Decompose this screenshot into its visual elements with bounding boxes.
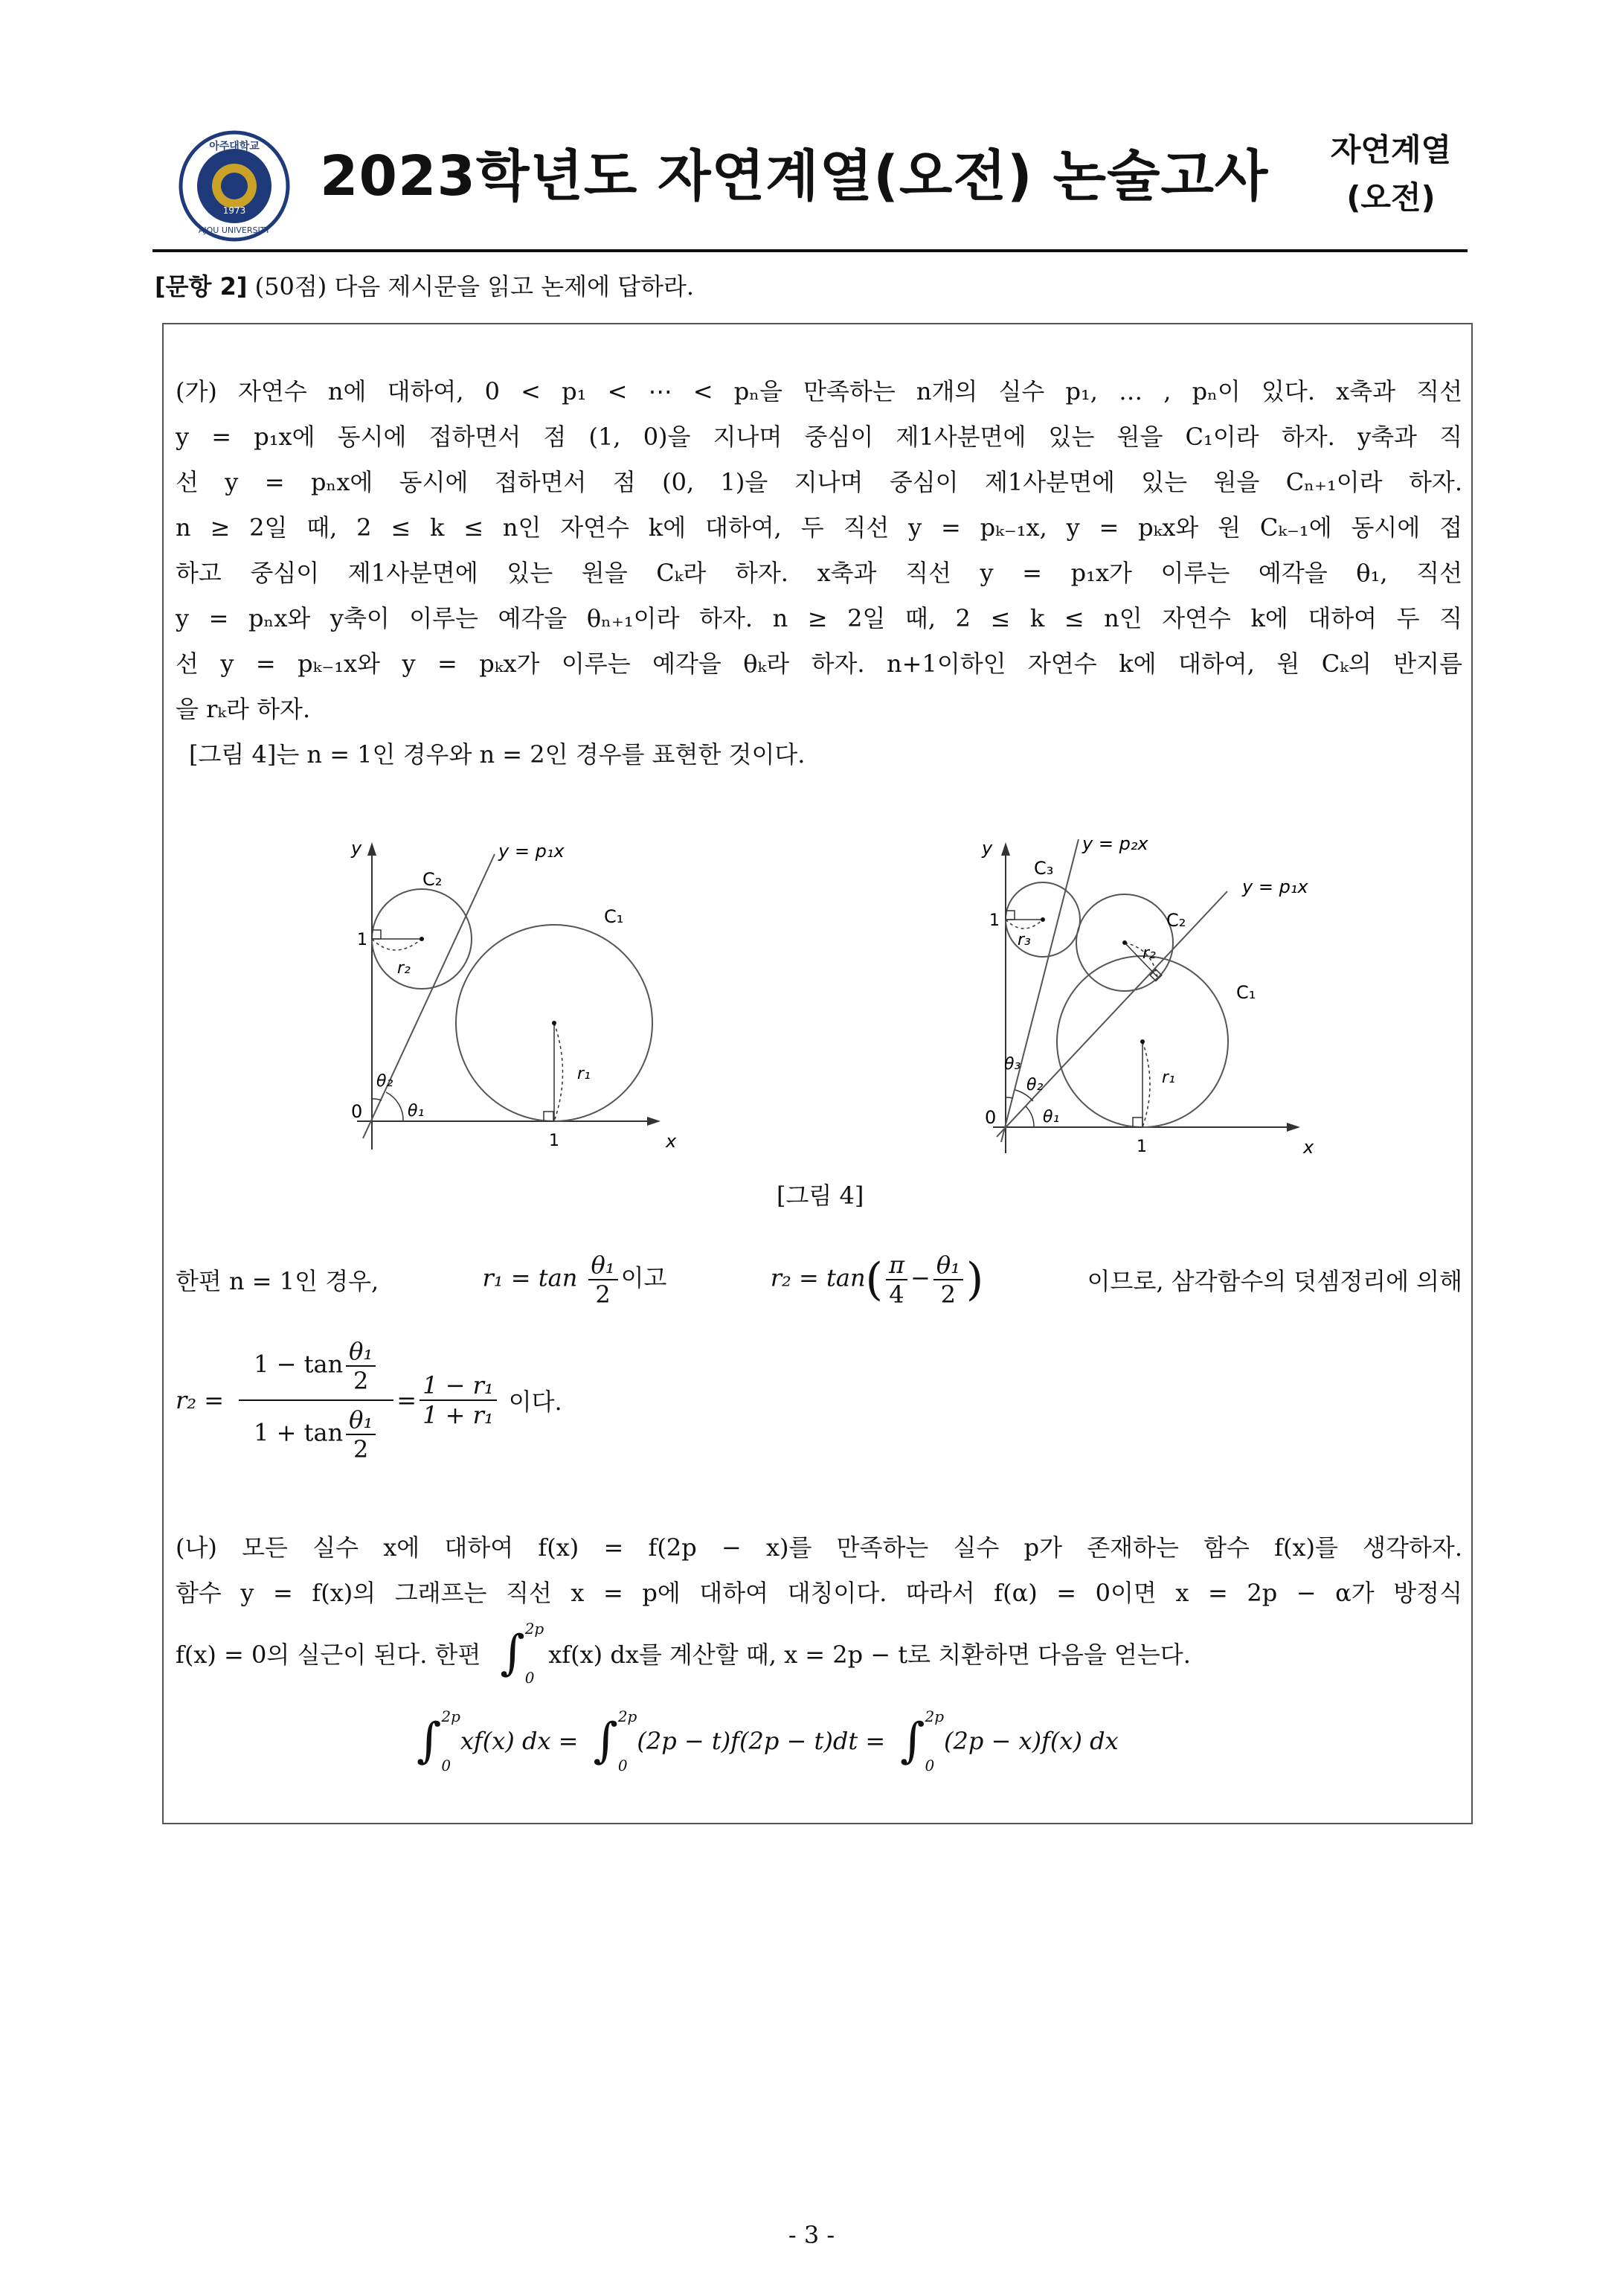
passage-ga-line: n ≥ 2일 때, 2 ≤ k ≤ n인 자연수 k에 대하여, 두 직선 y = pₖ₋₁x, y = pₖx와 원 Cₖ₋₁에 동시에 접 (176, 513, 1462, 542)
passage-ga-line: 선 y = pₖ₋₁x와 y = pₖx가 이루는 예각을 θₖ라 하자. n+1이하인 자연수 k에 대하여, 원 Cₖ의 반지름 (176, 650, 1462, 678)
formula-line2 (176, 1326, 562, 1475)
eq-part3: (2p − x)f(x) dx (944, 1727, 1119, 1755)
radius-r2-brace (372, 939, 422, 950)
center-c2 (1122, 940, 1127, 945)
frac-num: 1 − r₁ (420, 1371, 497, 1401)
theta2-label: θ₂ (376, 1072, 393, 1091)
passage-ga-line: 하고 중심이 제1사분면에 있는 원을 Cₖ라 하자. x축과 직선 y = p₁x가 이루는 예각을 θ₁, 직선 (176, 559, 1462, 587)
radius-r1-brace (1142, 1042, 1150, 1127)
den-expr: 1 + tan (254, 1418, 344, 1447)
y-axis-arrow-icon (367, 842, 376, 856)
angle-theta1-arc (386, 1092, 403, 1121)
theta3-label: θ₃ (1004, 1055, 1021, 1074)
page-number: - 3 - (788, 2221, 835, 2249)
integral-upper: 2p (617, 1707, 637, 1725)
formula-mid: 이고 (620, 1263, 667, 1292)
fraction (933, 1251, 963, 1309)
x-axis-arrow-icon (1287, 1123, 1300, 1132)
integral-lower: 0 (617, 1757, 628, 1774)
r1-label: r₁ (1162, 1068, 1175, 1087)
fraction (346, 1337, 376, 1395)
r1-lhs: r₁ = tan (482, 1263, 578, 1292)
passage-na-line3 (176, 1616, 1191, 1690)
frac-den: 4 (889, 1280, 904, 1309)
badge-line1: 자연계열 (1330, 132, 1452, 168)
line-label: y = p₁x (498, 841, 565, 862)
angle-theta1-arc (1026, 1106, 1034, 1127)
university-logo (179, 130, 290, 242)
integral-upper: 2p (925, 1707, 945, 1725)
integral-sign: ∫ (500, 1626, 525, 1681)
line-y-p2x (1001, 839, 1079, 1142)
integral-lower: 0 (925, 1757, 935, 1774)
integral-lower: 0 (441, 1757, 451, 1774)
integral-sign: ∫ (900, 1713, 925, 1769)
y-axis-arrow-icon (1001, 842, 1010, 856)
tick-y-label: 1 (357, 931, 367, 949)
origin-label: 0 (985, 1107, 997, 1128)
integral (500, 1620, 544, 1687)
radius-r3-brace (1006, 920, 1043, 929)
category-badge (1317, 126, 1465, 222)
figure4-right (960, 826, 1346, 1161)
theta2-label: θ₂ (1026, 1076, 1044, 1094)
radius-r1-brace (554, 1023, 563, 1121)
eq-part1: xf(x) dx = (460, 1727, 579, 1755)
frac-den: 2 (595, 1280, 611, 1309)
equals-sign: = (396, 1386, 417, 1414)
logo-korean: 아주대학교 (209, 141, 260, 153)
right-angle-marker (372, 930, 381, 939)
right-angle-marker (1133, 1117, 1142, 1127)
fraction (886, 1251, 907, 1309)
header-divider (152, 249, 1468, 252)
circle-c1-label: C₁ (604, 906, 624, 927)
x-axis-arrow-icon (647, 1117, 661, 1126)
formula-r2: r₂ = tan( $\frac{\pi}{4}$ − $\frac{\text{θ₁}}{2}$ ) (770, 1251, 984, 1309)
theta1-label: θ₁ (1043, 1108, 1060, 1126)
fraction (420, 1371, 497, 1429)
big-fraction (239, 1337, 393, 1463)
eq-part2: (2p − t)f(2p − t)dt = (637, 1727, 886, 1755)
integral-sign: ∫ (593, 1713, 618, 1769)
tick-x-label: 1 (549, 1132, 559, 1150)
circle-c1-label: C₁ (1236, 982, 1256, 1003)
figure-caption: [그림 4] (777, 1181, 864, 1210)
x-axis-label: x (666, 1131, 677, 1152)
tick-x-label: 1 (1137, 1138, 1147, 1156)
r3-label: r₃ (1018, 931, 1031, 949)
page-title: 2023학년도 자연계열(오전) 논술고사 (320, 144, 1269, 208)
passage-na-line: 함수 y = f(x)의 그래프는 직선 x = p에 대하여 대칭이다. 따라서 f(α) = 0이면 x = 2p − α가 방정식 (176, 1579, 1462, 1607)
passage-ga-line: 선 y = pₙx에 동시에 접하면서 점 (0, 1)을 지나며 중심이 제1사분면에 있는 원을 Cₙ₊₁이라 하자. (176, 468, 1462, 496)
integral (593, 1707, 637, 1774)
right-angle-marker (544, 1112, 553, 1121)
origin-label: 0 (351, 1101, 363, 1122)
r2-label: r₂ (397, 959, 411, 978)
r2-eq: r₂ = (176, 1386, 225, 1414)
center-c1 (1140, 1039, 1145, 1044)
figure-note: [그림 4]는 n = 1인 경우와 n = 2인 경우를 표현한 것이다. (189, 740, 806, 769)
badge-line2: (오전) (1346, 179, 1436, 216)
formula-lead: 한편 n = 1인 경우, (176, 1267, 379, 1295)
passage-ga-line: (가) 자연수 n에 대하여, 0 < p₁ < ⋯ < pₙ을 만족하는 n개의 실수 p₁, … , pₙ이 있다. x축과 직선 (176, 377, 1462, 405)
r2-label: r₂ (1142, 944, 1156, 963)
passage-ga (176, 369, 1462, 777)
big-frac-num (239, 1337, 393, 1401)
y-axis-label: y (351, 838, 362, 859)
x-axis-label: x (1303, 1137, 1314, 1158)
line-y-p1x (997, 891, 1227, 1137)
integral (417, 1707, 460, 1774)
num-expr: 1 − tan (254, 1350, 344, 1379)
logo-year: 1973 (222, 205, 246, 216)
r1-label: r₁ (577, 1065, 591, 1083)
frac-num: π (886, 1251, 907, 1280)
minus-sign: − (910, 1263, 931, 1292)
big-frac-den (239, 1401, 393, 1463)
r2-lhs: r₂ = tan (770, 1263, 866, 1292)
question-label: [문항 2] (155, 272, 248, 301)
passage-na (176, 1525, 1462, 1616)
circle-c2-label: C₂ (422, 869, 443, 890)
line1-label: y = p₁x (1242, 876, 1308, 897)
fraction (588, 1251, 618, 1309)
passage-ga-line: 을 rₖ라 하자. (176, 695, 311, 723)
figure4-left (335, 826, 707, 1153)
angle-theta3-arc (1006, 1097, 1013, 1098)
line3-a: f(x) = 0의 실근이 된다. 한편 (176, 1641, 481, 1669)
frac-num: θ₁ (588, 1251, 618, 1280)
theta1-label: θ₁ (408, 1102, 425, 1120)
frac-num: θ₁ (933, 1251, 963, 1280)
frac-den: 2 (353, 1435, 369, 1463)
formula-line1 (176, 1239, 1462, 1321)
passage-ga-line: y = p₁x에 동시에 접하면서 점 (1, 0)을 지나며 중심이 제1사분면에 있는 원을 C₁이라 하자. y축과 직 (176, 423, 1462, 451)
circle-c3-label: C₃ (1034, 858, 1054, 879)
line2-label: y = p₂x (1082, 833, 1148, 854)
center-c3 (1041, 917, 1045, 922)
question-header (155, 268, 694, 302)
integral-equation (417, 1700, 1119, 1782)
circle-c2-label: C₂ (1166, 910, 1186, 931)
integral-lower: 0 (524, 1669, 535, 1687)
center-c1 (552, 1021, 556, 1025)
line-y-p1x (363, 854, 495, 1138)
integral (900, 1707, 944, 1774)
passage-ga-line: y = pₙx와 y축이 이루는 예각을 θₙ₊₁이라 하자. n ≥ 2일 때, 2 ≤ k ≤ n인 자연수 k에 대하여 두 직 (176, 604, 1462, 632)
integral-sign: ∫ (417, 1713, 442, 1769)
passage-na-line: (나) 모든 실수 x에 대하여 f(x) = f(2p − x)를 만족하는 실수 p가 존재하는 함수 f(x)를 생각하자. (176, 1533, 1462, 1562)
formula-end: 이다. (508, 1388, 562, 1416)
center-c2 (420, 937, 424, 941)
y-axis-label: y (982, 838, 993, 859)
question-instruction: 다음 제시문을 읽고 논제에 답하라. (334, 272, 695, 301)
frac-den: 2 (940, 1280, 957, 1309)
formula-tail: 이므로, 삼각함수의 덧셈정리에 의해 (1087, 1267, 1462, 1295)
frac-num: θ₁ (346, 1337, 376, 1367)
integral-upper: 2p (524, 1620, 544, 1638)
frac-den: 1 + r₁ (422, 1401, 494, 1429)
tick-y-label: 1 (989, 911, 1000, 930)
logo-text: AJOU UNIVERSITY (198, 225, 271, 235)
formula-r1 (483, 1251, 667, 1309)
question-points: (50점) (254, 272, 327, 301)
frac-num: θ₁ (346, 1405, 376, 1435)
angle-theta2-arc (372, 1099, 382, 1100)
frac-den: 2 (353, 1367, 369, 1395)
line3-b: xf(x) dx를 계산할 때, x = 2p − t로 치환하면 다음을 얻는다. (548, 1641, 1191, 1669)
integral-upper: 2p (441, 1707, 460, 1725)
fraction (346, 1405, 376, 1463)
